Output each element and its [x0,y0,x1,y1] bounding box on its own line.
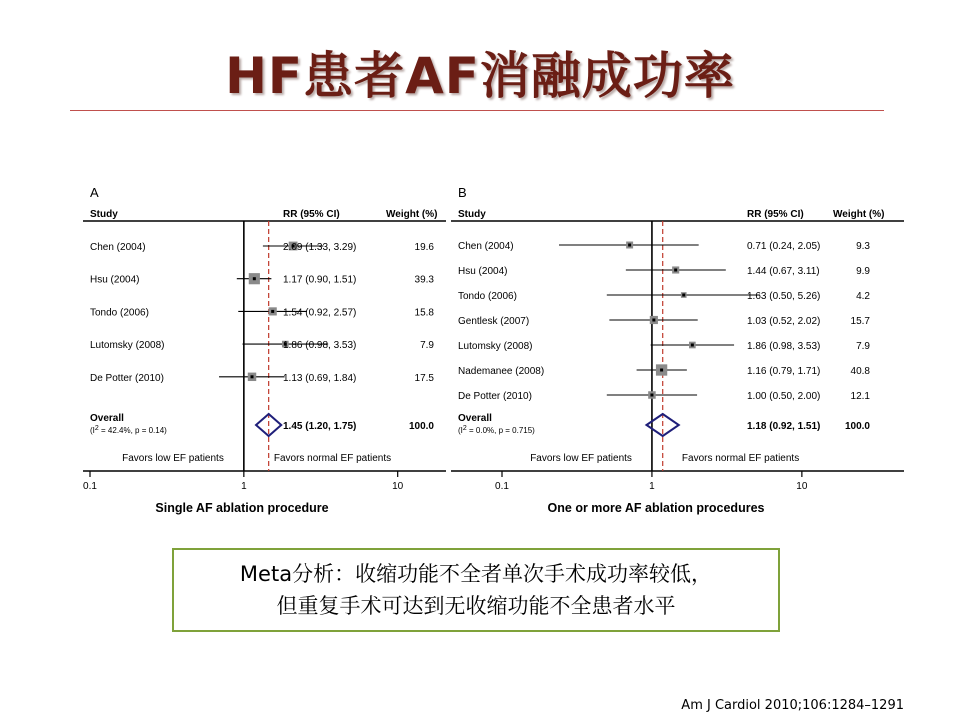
heterogeneity-het_post: = 0.0%, p = 0.715) [466,426,535,435]
header-study: Study [458,209,486,220]
rr-ci-value: 1.03 (0.52, 2.02) [747,316,821,327]
point-estimate [271,310,274,313]
overall-label: Overall [458,413,492,424]
header-weight: Weight (%) [386,209,438,220]
citation: Am J Cardiol 2010;106:1284–1291 [681,698,904,713]
study-label: De Potter (2010) [458,391,532,402]
meta-summary-line-2: 但重复手术可达到无收缩功能不全患者水平 [276,594,676,618]
weight-value: 40.8 [850,366,870,377]
study-label: Chen (2004) [458,241,514,252]
overall-rr-ci: 1.45 (1.20, 1.75) [283,421,357,432]
overall-weight: 100.0 [408,421,434,432]
panel-label: B [458,185,467,200]
x-axis-title: Single AF ablation procedure [155,501,329,515]
study-label: Hsu (2004) [458,266,508,277]
point-estimate [650,394,653,397]
x-tick-label: 0.1 [83,481,97,492]
rr-ci-value: 1.00 (0.50, 2.00) [747,391,821,402]
favors-right-label: Favors normal EF patients [273,453,392,464]
point-estimate [691,344,694,347]
weight-value: 9.3 [856,241,870,252]
weight-value: 39.3 [414,274,434,286]
heterogeneity-het_pre: (I [458,426,463,435]
favors-right-label: Favors normal EF patients [681,453,800,464]
rr-ci-value: 1.44 (0.67, 3.11) [747,266,820,277]
weight-value: 15.7 [850,316,870,327]
heterogeneity-het_pre: (I [90,426,95,435]
forest-plot-b [448,180,908,520]
point-estimate [652,319,655,322]
weight-value: 4.2 [856,291,870,302]
rr-ci-value: 1.17 (0.90, 1.51) [283,274,357,286]
slide-title: HF患者AF消融成功率 [225,47,735,105]
title-divider [70,110,884,111]
rr-ci-value: 1.86 (0.98, 3.53) [283,340,357,352]
point-estimate [251,375,254,378]
rr-ci-value: 1.13 (0.69, 1.84) [283,372,357,384]
heterogeneity-het_sup: 2 [94,425,99,432]
x-tick-label: 1 [241,481,247,492]
point-estimate [674,269,677,272]
overall-label: Overall [90,413,124,424]
rr-ci-value: 2.09 (1.33, 3.29) [283,242,357,253]
header-rr-ci: RR (95% CI) [283,209,340,220]
study-label: Hsu (2004) [90,274,140,286]
rr-ci-value: 1.63 (0.50, 5.26) [747,291,821,302]
meta-summary-line-1: Meta分析：收缩功能不全者单次手术成功率较低， [239,562,713,586]
weight-value: 15.8 [414,307,434,319]
study-label: De Potter (2010) [90,372,164,384]
favors-left-label: Favors low EF patients [122,453,224,464]
heterogeneity-text [458,425,535,435]
header-rr-ci: RR (95% CI) [747,209,804,220]
x-axis-title: One or more AF ablation procedures [547,501,765,515]
point-estimate [660,369,663,372]
panel-label: A [90,185,99,200]
point-estimate [682,294,685,297]
overall-rr-ci: 1.18 (0.92, 1.51) [747,421,821,432]
heterogeneity-text [90,425,167,435]
x-tick-label: 10 [392,481,404,492]
weight-value: 12.1 [850,391,870,402]
rr-ci-value: 1.54 (0.92, 2.57) [283,307,357,319]
study-label: Tondo (2006) [458,291,517,302]
favors-left-label: Favors low EF patients [530,453,632,464]
forest-plot-a [80,180,450,520]
x-tick-label: 0.1 [495,481,509,492]
study-label: Lutomsky (2008) [90,340,165,352]
weight-value: 7.9 [420,340,434,352]
weight-value: 17.5 [414,372,434,384]
study-label: Lutomsky (2008) [458,341,533,352]
rr-ci-value: 0.71 (0.24, 2.05) [747,241,821,252]
point-estimate [253,277,256,280]
header-weight: Weight (%) [833,209,885,220]
overall-weight: 100.0 [844,421,870,432]
heterogeneity-het_post: = 42.4%, p = 0.14) [98,426,167,435]
weight-value: 7.9 [856,341,870,352]
study-label: Chen (2004) [90,242,146,253]
weight-value: 9.9 [856,266,870,277]
study-label: Gentlesk (2007) [458,316,530,327]
weight-value: 19.6 [414,242,434,253]
study-label: Tondo (2006) [90,307,149,319]
heterogeneity-het_sup: 2 [462,425,467,432]
study-label: Nademanee (2008) [458,366,545,377]
rr-ci-value: 1.86 (0.98, 3.53) [747,341,821,352]
point-estimate [628,244,631,247]
rr-ci-value: 1.16 (0.79, 1.71) [747,366,821,377]
meta-analysis-summary-box [172,548,780,632]
x-tick-label: 10 [796,481,808,492]
x-tick-label: 1 [649,481,655,492]
header-study: Study [90,209,118,220]
